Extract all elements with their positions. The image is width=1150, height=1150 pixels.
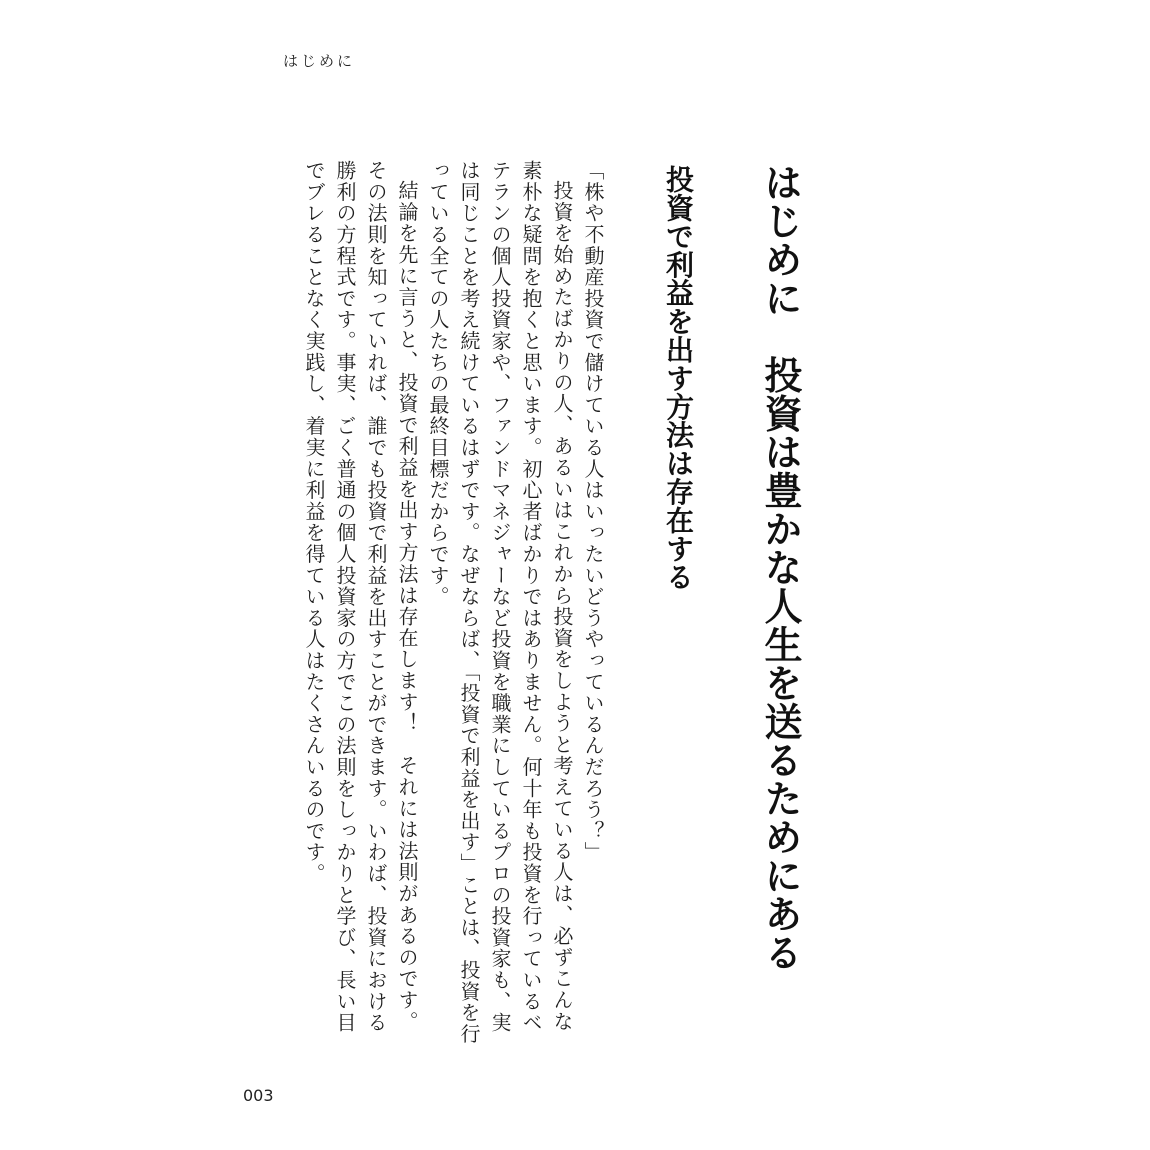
section-subtitle: 投資で利益を出す方法は存在する — [662, 165, 695, 591]
running-head: はじめに — [283, 52, 356, 70]
body-paragraph: 投資を始めたばかりの人、あるいはこれから投資をしようと考えている人は、必ずこんな素朴な疑問を抱くと思います。初心者ばかりではありません。何十年も投資を行っているベテランの個人投資家や、ファンドマネジャーなど投資を職業にしているプロの投資家も、実は同じことを考え続けているはずです。なぜならば、「投資で利益を出す」ことは、投資を行っている全ての人たちの最終目標だからです。 — [426, 160, 574, 1045]
body-paragraph-quote: 「株や不動産投資で儲けている人はいったいどうやっているんだろう？」 — [581, 160, 605, 863]
chapter-title: はじめに 投資は豊かな人生を送るためにある — [758, 163, 802, 972]
body-paragraph: 結論を先に言うと、投資で利益を出す方法は存在します！ それには法則があるのです。その法則を知っていれば、誰でも投資で利益を出すことができます。いわば、投資における勝利の方程式です。事実、ごく普通の個人投資家の方でこの法則をしっかりと学び、長い目でブレることなく実践し、着実に利益を得ている人はたくさんいるのです。 — [302, 160, 419, 1034]
body-text — [278, 160, 608, 1050]
page-number: 003 — [243, 1086, 274, 1105]
